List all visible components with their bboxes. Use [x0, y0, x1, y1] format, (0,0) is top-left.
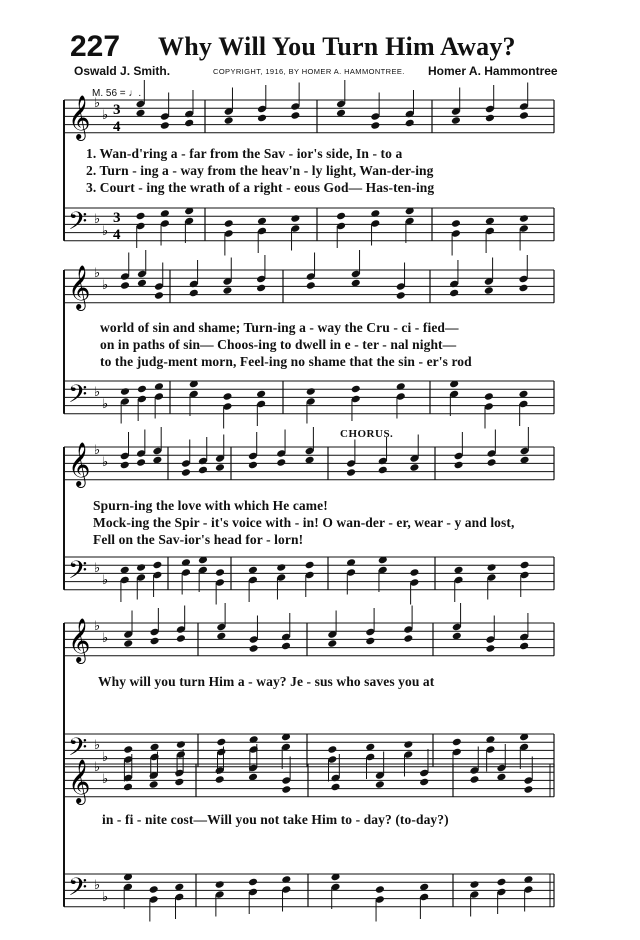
composer-credit: Homer A. Hammontree: [428, 64, 558, 78]
note-head: [276, 458, 286, 467]
flat-icon: ♭: [94, 443, 101, 458]
time-signature: 4: [113, 227, 121, 243]
note-head: [281, 785, 291, 794]
flat-icon: ♭: [94, 760, 101, 775]
note-head: [249, 644, 259, 653]
treble-clef-icon: 𝄞: [68, 265, 91, 309]
note-head: [198, 466, 208, 475]
treble-clef-icon: 𝄞: [68, 759, 91, 803]
flat-icon: ♭: [102, 772, 109, 787]
note-head: [346, 468, 356, 477]
note-head: [449, 289, 459, 298]
note-head: [336, 212, 346, 221]
note-head: [484, 286, 494, 295]
note-head: [136, 563, 146, 572]
note-head: [120, 281, 130, 290]
flat-icon: ♭: [102, 278, 109, 293]
note-head: [149, 780, 159, 789]
note-head: [149, 885, 159, 894]
time-signature: 3: [113, 102, 121, 118]
note-head: [224, 219, 234, 228]
flat-icon: ♭: [102, 108, 109, 123]
note-head: [331, 783, 341, 792]
note-head: [215, 775, 225, 784]
note-head: [496, 878, 506, 887]
bass-clef-icon: 𝄢: [68, 873, 88, 908]
time-signature: 3: [113, 210, 121, 226]
note-head: [222, 392, 232, 401]
note-head: [519, 111, 529, 120]
note-head: [176, 634, 186, 643]
note-head: [487, 563, 497, 572]
note-head: [160, 121, 170, 130]
note-head: [484, 392, 494, 401]
flat-icon: ♭: [102, 750, 109, 765]
note-head: [519, 214, 529, 223]
lyric-line: world of sin and shame; Turn-ing a - way the Cru - ci - fied—: [100, 320, 459, 335]
note-head: [123, 639, 133, 648]
hymn-number: 227: [70, 30, 121, 63]
lyric-line: Fell on the Sav-ior's head for - lorn!: [93, 532, 304, 547]
note-head: [375, 885, 385, 894]
note-head: [222, 286, 232, 295]
note-head: [306, 387, 316, 396]
note-head: [216, 738, 226, 747]
note-head: [123, 783, 133, 792]
tempo-marking: M. 56 = ♩.: [92, 88, 142, 99]
note-head: [487, 458, 497, 467]
note-head: [224, 116, 234, 125]
note-head: [378, 466, 388, 475]
note-head: [176, 740, 186, 749]
note-head: [256, 284, 266, 293]
bass-clef-icon: 𝄢: [68, 207, 88, 242]
treble-clef-icon: 𝄞: [68, 442, 91, 486]
note-head: [290, 111, 300, 120]
flat-icon: ♭: [94, 266, 101, 281]
note-head: [519, 642, 529, 651]
note-head: [375, 780, 385, 789]
note-head: [215, 568, 225, 577]
lyric-line: 1. Wan-d'ring a - far from the Sav - ior's side, In - to a: [86, 146, 403, 161]
flat-icon: ♭: [94, 212, 101, 227]
note-head: [409, 463, 419, 472]
note-head: [485, 114, 495, 123]
note-head: [305, 561, 315, 570]
treble-clef-icon: 𝄞: [68, 95, 91, 139]
note-head: [154, 291, 164, 300]
flat-icon: ♭: [102, 224, 109, 239]
note-head: [405, 119, 415, 128]
note-head: [454, 461, 464, 470]
chorus-label: CHORUS.: [340, 428, 394, 440]
note-head: [120, 387, 130, 396]
lyricist-credit: Oswald J. Smith.: [74, 64, 171, 78]
lyric-line: Spurn-ing the love with which He came!: [93, 498, 328, 513]
lyric-line: on in paths of sin— Choos-ing to dwell in e - ter - nal night—: [100, 337, 457, 352]
note-head: [136, 212, 146, 221]
note-head: [351, 385, 361, 394]
note-head: [370, 121, 380, 130]
note-head: [403, 740, 413, 749]
note-head: [184, 119, 194, 128]
note-head: [136, 458, 146, 467]
note-head: [403, 634, 413, 643]
note-head: [123, 745, 133, 754]
note-head: [520, 561, 530, 570]
flat-icon: ♭: [94, 619, 101, 634]
flat-icon: ♭: [94, 738, 101, 753]
note-head: [451, 116, 461, 125]
note-head: [174, 778, 184, 787]
note-head: [469, 775, 479, 784]
note-head: [281, 642, 291, 651]
note-head: [451, 219, 461, 228]
note-head: [469, 880, 479, 889]
note-head: [276, 563, 286, 572]
note-head: [248, 461, 258, 470]
bass-clef-icon: 𝄢: [68, 380, 88, 415]
note-head: [365, 637, 375, 646]
note-head: [518, 284, 528, 293]
hymn-title: Why Will You Turn Him Away?: [158, 32, 516, 61]
flat-icon: ♭: [102, 455, 109, 470]
note-head: [452, 738, 462, 747]
note-head: [181, 468, 191, 477]
flat-icon: ♭: [102, 890, 109, 905]
lyric-line: 2. Turn - ing a - way from the heav'n - ly light, Wan-der-ing: [86, 163, 434, 178]
note-head: [327, 639, 337, 648]
treble-clef-icon: 𝄞: [68, 618, 91, 662]
flat-icon: ♭: [94, 385, 101, 400]
copyright-notice: COPYRIGHT, 1916, BY HOMER A. HAMMONTREE.: [213, 67, 405, 76]
flat-icon: ♭: [94, 96, 101, 111]
lyric-line: in - fi - nite cost—Will you not take Him to - day? (to-day?): [102, 812, 449, 827]
note-head: [409, 568, 419, 577]
note-head: [150, 637, 160, 646]
flat-icon: ♭: [94, 561, 101, 576]
note-head: [189, 289, 199, 298]
note-head: [327, 745, 337, 754]
note-head: [485, 644, 495, 653]
flat-icon: ♭: [94, 878, 101, 893]
note-head: [396, 291, 406, 300]
note-head: [215, 880, 225, 889]
note-head: [248, 878, 258, 887]
flat-icon: ♭: [102, 573, 109, 588]
note-head: [215, 463, 225, 472]
note-head: [137, 385, 147, 394]
bass-clef-icon: 𝄢: [68, 733, 88, 768]
note-head: [152, 561, 162, 570]
lyric-line: Why will you turn Him a - way? Je - sus who saves you at: [98, 674, 435, 689]
note-head: [523, 785, 533, 794]
bass-clef-icon: 𝄢: [68, 556, 88, 591]
lyric-line: Mock-ing the Spir - it's voice with - in! O wan-der - er, wear - y and lost,: [93, 515, 515, 530]
note-head: [419, 778, 429, 787]
note-head: [306, 281, 316, 290]
flat-icon: ♭: [102, 631, 109, 646]
flat-icon: ♭: [102, 397, 109, 412]
note-head: [257, 114, 267, 123]
lyric-line: 3. Court - ing the wrath of a right - eous God— Has-ten-ing: [86, 180, 435, 195]
note-head: [290, 214, 300, 223]
note-head: [120, 461, 130, 470]
lyric-line: to the judg-ment morn, Feel-ing no shame that the sin - er's rod: [100, 354, 472, 369]
time-signature: 4: [113, 119, 121, 135]
